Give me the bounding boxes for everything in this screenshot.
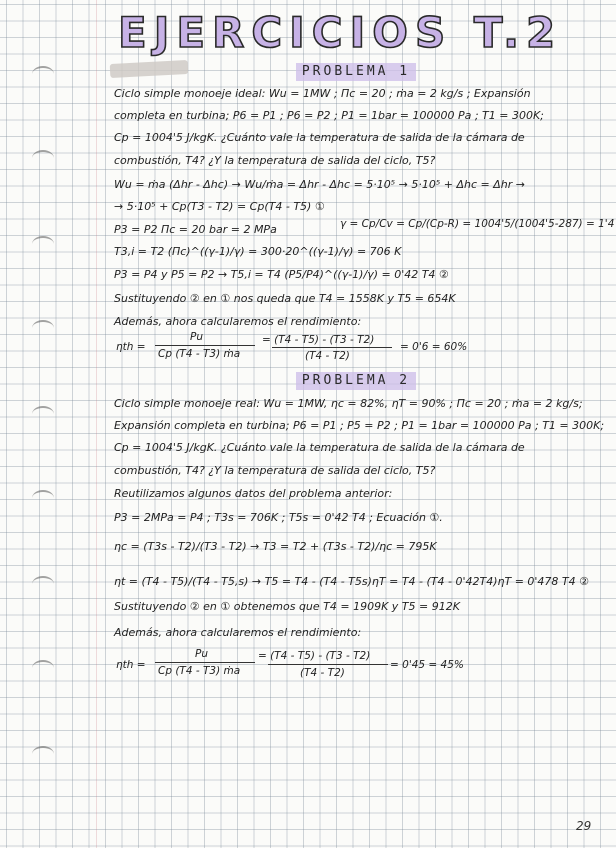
fraction-bar xyxy=(155,662,255,663)
efficiency-label: ηth = xyxy=(116,341,146,353)
efficiency-expression: = (T4 - T5) - (T3 - T2) xyxy=(258,650,371,662)
efficiency-denominator: Cp (T4 - T3) ṁa xyxy=(158,348,241,360)
problem-1-line: P3 = P2 Πc = 20 bar = 2 MPa xyxy=(114,223,277,236)
efficiency-expression-denominator: (T4 - T2) xyxy=(305,350,350,362)
problem-1-line: Wu = ṁa (Δhr - Δhc) → Wu/ṁa = Δhr - Δhc = 5·10⁵ → 5·10⁵ + Δhc = Δhr → xyxy=(114,178,525,191)
binder-hole xyxy=(32,406,54,422)
binder-hole xyxy=(32,660,54,676)
page-number: 29 xyxy=(576,819,592,833)
binder-hole xyxy=(32,490,54,506)
binder-hole xyxy=(32,576,54,592)
binder-hole xyxy=(32,150,54,166)
fraction-bar xyxy=(155,345,255,346)
binder-hole xyxy=(32,66,54,82)
efficiency-numerator: Pu xyxy=(190,331,203,343)
highlighter-mark xyxy=(110,60,189,78)
problem-2-line: Reutilizamos algunos datos del problema anterior: xyxy=(114,487,393,500)
efficiency-expression-denominator: (T4 - T2) xyxy=(300,667,345,679)
efficiency-result: = 0'6 = 60% xyxy=(400,341,468,353)
efficiency-result: = 0'45 = 45% xyxy=(390,659,464,671)
problem-2-line: Ciclo simple monoeje real: Wu = 1MW, ηc = 82%, ηT = 90% ; Πc = 20 ; ṁa = 2 kg/s; xyxy=(114,397,583,410)
problem-1-line: Sustituyendo ② en ① nos queda que T4 = 1558K y T5 = 654K xyxy=(114,292,456,305)
problem-1-line: Ciclo simple monoeje ideal: Wu = 1MW ; Πc = 20 ; ṁa = 2 kg/s ; Expansión xyxy=(114,87,531,100)
problem-2-line: Cp = 1004'5 J/kgK. ¿Cuánto vale la temperatura de salida de la cámara de xyxy=(114,441,525,454)
problem-1-line: completa en turbina; P6 = P1 ; P6 = P2 ; P1 = 1bar = 100000 Pa ; T1 = 300K; xyxy=(114,109,544,122)
problem-2-line: P3 = 2MPa = P4 ; T3s = 706K ; T5s = 0'42 T4 ; Ecuación ①. xyxy=(114,511,443,524)
problem-2-line: Además, ahora calcularemos el rendimiento: xyxy=(114,626,362,639)
efficiency-numerator: Pu xyxy=(195,648,208,660)
problem-2-line: Sustituyendo ② en ① obtenemos que T4 = 1909K y T5 = 912K xyxy=(114,600,460,613)
problem-1-line: Además, ahora calcularemos el rendimiento: xyxy=(114,315,362,328)
efficiency-denominator: Cp (T4 - T3) ṁa xyxy=(158,665,241,677)
problem-1-header: PROBLEMA 1 xyxy=(296,63,416,81)
problem-2-line: Expansión completa en turbina; P6 = P1 ; P5 = P2 ; P1 = 1bar = 100000 Pa ; T1 = 300K; xyxy=(114,419,605,432)
fraction-bar xyxy=(272,347,392,348)
fraction-bar xyxy=(268,664,388,665)
page-title: EJERCICIOS T.2 xyxy=(118,8,563,57)
problem-1-line: combustión, T4? ¿Y la temperatura de salida del ciclo, T5? xyxy=(114,154,436,167)
problem-2-line: combustión, T4? ¿Y la temperatura de salida del ciclo, T5? xyxy=(114,464,436,477)
problem-1-line: Cp = 1004'5 J/kgK. ¿Cuánto vale la temperatura de salida de la cámara de xyxy=(114,131,525,144)
efficiency-expression: = (T4 - T5) - (T3 - T2) xyxy=(262,334,375,346)
problem-2-header: PROBLEMA 2 xyxy=(296,372,416,390)
gamma-formula: γ = Cp/Cv = Cp/(Cp-R) = 1004'5/(1004'5-287) = 1'4 xyxy=(340,218,615,230)
binder-hole xyxy=(32,746,54,762)
binder-hole xyxy=(32,320,54,336)
efficiency-label: ηth = xyxy=(116,659,146,671)
problem-1-line: → 5·10⁵ + Cp(T3 - T2) = Cp(T4 - T5) ① xyxy=(114,200,325,213)
problem-2-line: ηc = (T3s - T2)/(T3 - T2) → T3 = T2 + (T3s - T2)/ηc = 795K xyxy=(114,540,437,553)
margin-line xyxy=(96,0,97,848)
problem-2-line: ηt = (T4 - T5)/(T4 - T5,s) → T5 = T4 - (T4 - T5s)ηT = T4 - (T4 - 0'42T4)ηT = 0'478 T4 ② xyxy=(114,575,589,588)
problem-1-line: P3 = P4 y P5 = P2 → T5,i = T4 (P5/P4)^((γ-1)/γ) = 0'42 T4 ② xyxy=(114,268,449,281)
binder-hole xyxy=(32,236,54,252)
problem-1-line: T3,i = T2 (Πc)^((γ-1)/γ) = 300·20^((γ-1)/γ) = 706 K xyxy=(114,245,402,258)
